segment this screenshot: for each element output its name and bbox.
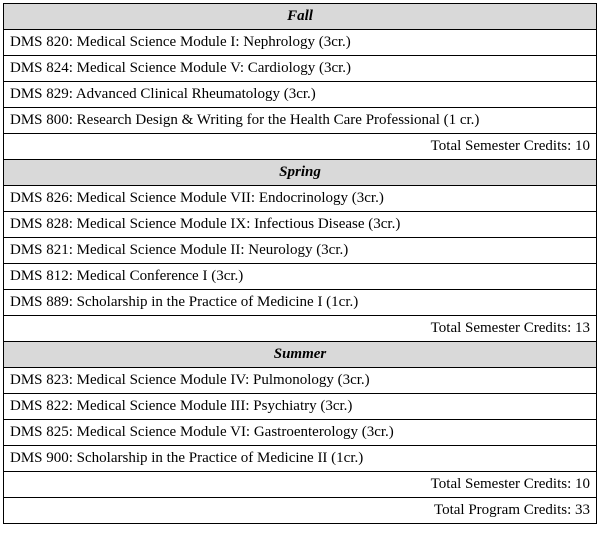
course-row: [4, 290, 597, 316]
course-cell: DMS 812: Medical Conference I (3cr.): [4, 264, 597, 290]
course-row: [4, 264, 597, 290]
course-cell: DMS 820: Medical Science Module I: Nephrology (3cr.): [4, 30, 597, 56]
course-cell: DMS 800: Research Design & Writing for the Health Care Professional (1 cr.): [4, 108, 597, 134]
curriculum-table: [3, 3, 597, 524]
course-row: [4, 186, 597, 212]
course-cell: DMS 900: Scholarship in the Practice of Medicine II (1cr.): [4, 446, 597, 472]
spring-header-row: [4, 160, 597, 186]
spring-total-credits: Total Semester Credits: 13: [4, 316, 597, 342]
summer-total-credits: Total Semester Credits: 10: [4, 472, 597, 498]
course-row: [4, 238, 597, 264]
course-row: [4, 82, 597, 108]
fall-total-credits: Total Semester Credits: 10: [4, 134, 597, 160]
course-cell: DMS 823: Medical Science Module IV: Pulmonology (3cr.): [4, 368, 597, 394]
course-row: [4, 30, 597, 56]
fall-header-row: [4, 4, 597, 30]
summer-total-row: [4, 472, 597, 498]
course-cell: DMS 889: Scholarship in the Practice of Medicine I (1cr.): [4, 290, 597, 316]
program-total-credits: Total Program Credits: 33: [4, 498, 597, 524]
curriculum-table-wrapper: [3, 3, 597, 524]
course-row: [4, 446, 597, 472]
course-row: [4, 56, 597, 82]
course-row: [4, 368, 597, 394]
course-row: [4, 212, 597, 238]
course-cell: DMS 825: Medical Science Module VI: Gastroenterology (3cr.): [4, 420, 597, 446]
program-total-row: [4, 498, 597, 524]
spring-total-row: [4, 316, 597, 342]
spring-heading: Spring: [4, 160, 597, 186]
fall-total-row: [4, 134, 597, 160]
course-cell: DMS 821: Medical Science Module II: Neurology (3cr.): [4, 238, 597, 264]
course-cell: DMS 824: Medical Science Module V: Cardiology (3cr.): [4, 56, 597, 82]
course-row: [4, 420, 597, 446]
course-cell: DMS 828: Medical Science Module IX: Infectious Disease (3cr.): [4, 212, 597, 238]
course-row: [4, 394, 597, 420]
summer-header-row: [4, 342, 597, 368]
course-cell: DMS 826: Medical Science Module VII: Endocrinology (3cr.): [4, 186, 597, 212]
course-cell: DMS 829: Advanced Clinical Rheumatology (3cr.): [4, 82, 597, 108]
course-cell: DMS 822: Medical Science Module III: Psychiatry (3cr.): [4, 394, 597, 420]
course-row: [4, 108, 597, 134]
summer-heading: Summer: [4, 342, 597, 368]
fall-heading: Fall: [4, 4, 597, 30]
